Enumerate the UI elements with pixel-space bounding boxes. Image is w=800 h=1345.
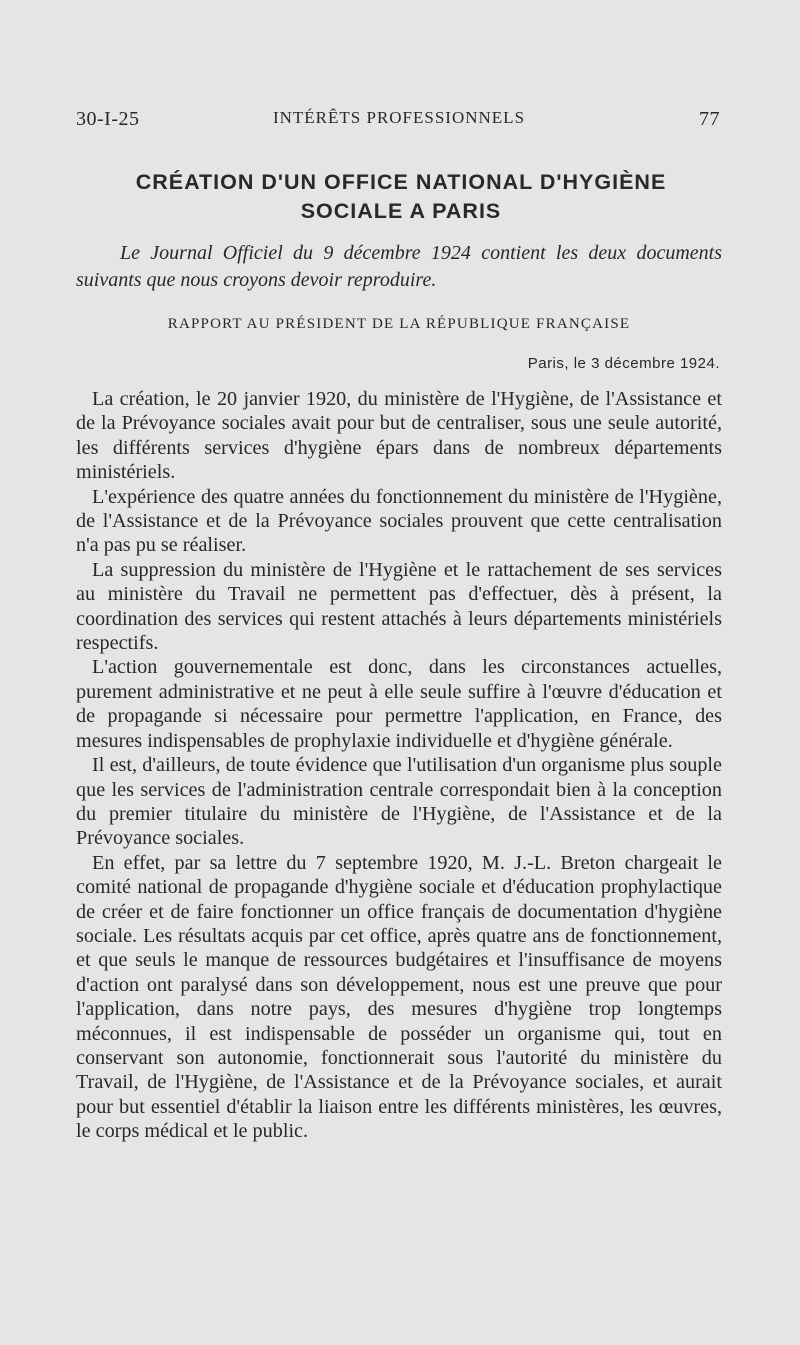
body-paragraph: En effet, par sa lettre du 7 septembre 1920, M. J.-L. Breton chargeait le comité national de propagande d'hygiène sociale et d'éducation prophylactique de créer et de faire fonctionner un office français de documentation d'hygiène sociale. Les résultats acquis par cet office, après quatre ans de fonctionnement, et que seuls le manque de ressources budgétaires et l'insuffisance de moyens d'action ont paralysé dans son développement, nous est une preuve que pour l'application, dans notre pays, des mesures d'hygiène trop longtemps méconnues, il est indispensable de posséder un organisme qui, tout en conservant son autonomie, fonctionnerait sous l'autorité du ministère du Travail, de l'Hygiène, de l'Assistance et de la Prévoyance sociales, et aurait pour but essentiel d'établir la liaison entre les différents ministères, les œuvres, le corps médical et le public. [76,851,722,1143]
report-body [76,387,722,1144]
report-heading: RAPPORT AU PRÉSIDENT DE LA RÉPUBLIQUE FRANÇAISE [167,316,631,332]
article-title-line-2: SOCIALE A PARIS [300,199,502,223]
article-title [70,168,732,226]
body-paragraph: La suppression du ministère de l'Hygiène et le rattachement de ses services au ministère du Travail ne permettent pas d'effectuer, dès à présent, la coordination des services qui restent attachés à leurs départements ministériels respectifs. [76,558,722,655]
header-section: INTÉRÊTS PROFESSIONNELS [272,108,526,127]
body-paragraph: L'action gouvernementale est donc, dans les circonstances actuelles, purement administrative et ne peut à elle seule suffire à l'œuvre d'éducation et de propagande si nécessaire pour permettre l'application, en France, des mesures indispensables de prophylaxie individuelle et d'hygiène générale. [76,656,722,752]
body-paragraph: Il est, d'ailleurs, de toute évidence que l'utilisation d'un organisme plus souple que les services de l'administration centrale correspondait bien à la conception du premier titulaire du ministère de l'Hygiène, de l'Assistance et de la Prévoyance sociales. [76,754,722,850]
article-intro: Le Journal Officiel du 9 décembre 1924 contient les deux documents suivants que nous croyons devoir reproduire. [76,242,722,291]
header-date: 30-I-25 [76,108,140,130]
article-title-line-1: CRÉATION D'UN OFFICE NATIONAL D'HYGIÈNE [135,170,667,194]
running-header [76,108,722,138]
body-paragraph: La création, le 20 janvier 1920, du ministère de l'Hygiène, de l'Assistance et de la Prévoyance sociales avait pour but de centraliser, sous une seule autorité, les différents services d'hygiène épars dans de nombreux départements ministériels. [76,388,722,484]
body-paragraph: L'expérience des quatre années du fonctionnement du ministère de l'Hygiène, de l'Assistance et de la Prévoyance sociales prouvent que cette centralisation n'a pas pu se réaliser. [76,485,722,557]
report-dateline: Paris, le 3 décembre 1924. [527,355,720,372]
page-number: 77 [699,108,720,130]
